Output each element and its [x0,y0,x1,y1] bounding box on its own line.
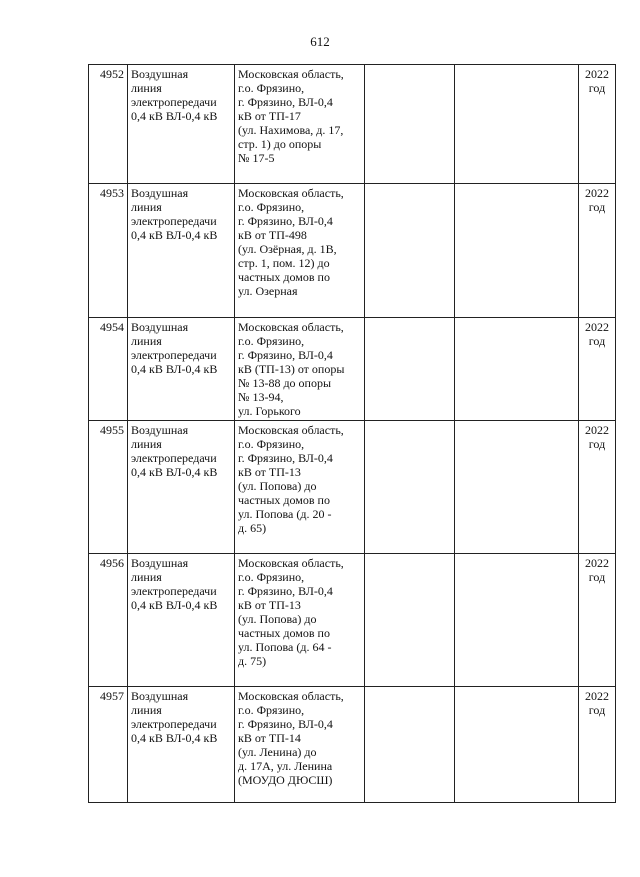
empty-cell [455,554,579,687]
object-name: Воздушная линия электропередачи 0,4 кВ ВЛ-0,4 кВ [128,65,235,184]
empty-cell [365,421,455,554]
object-name: Воздушная линия электропередачи 0,4 кВ ВЛ-0,4 кВ [128,554,235,687]
empty-cell [365,687,455,803]
empty-cell [455,184,579,318]
table-row [89,318,616,421]
empty-cell [365,184,455,318]
year-cell: 2022 год [579,318,616,421]
table-row [89,687,616,803]
row-number: 4956 [89,554,128,687]
empty-cell [365,318,455,421]
table-row [89,421,616,554]
object-location: Московская область, г.о. Фрязино, г. Фрязино, ВЛ-0,4 кВ от ТП-13 (ул. Попова) до частных домов по ул. Попова (д. 64 - д. 75) [235,554,365,687]
empty-cell [455,687,579,803]
page-number: 612 [310,34,330,49]
empty-cell [455,65,579,184]
empty-cell [455,421,579,554]
empty-cell [455,318,579,421]
row-number: 4957 [89,687,128,803]
object-name: Воздушная линия электропередачи 0,4 кВ ВЛ-0,4 кВ [128,421,235,554]
row-number: 4955 [89,421,128,554]
row-number: 4954 [89,318,128,421]
empty-cell [365,554,455,687]
object-name: Воздушная линия электропередачи 0,4 кВ ВЛ-0,4 кВ [128,687,235,803]
object-location: Московская область, г.о. Фрязино, г. Фрязино, ВЛ-0,4 кВ от ТП-17 (ул. Нахимова, д. 17, стр. 1) до опоры № 17-5 [235,65,365,184]
row-number: 4952 [89,65,128,184]
year-cell: 2022 год [579,554,616,687]
year-cell: 2022 год [579,687,616,803]
table-row [89,554,616,687]
table-row [89,184,616,318]
object-location: Московская область, г.о. Фрязино, г. Фрязино, ВЛ-0,4 кВ от ТП-13 (ул. Попова) до частных домов по ул. Попова (д. 20 - д. 65) [235,421,365,554]
object-name: Воздушная линия электропередачи 0,4 кВ ВЛ-0,4 кВ [128,184,235,318]
year-cell: 2022 год [579,421,616,554]
registry-table [88,64,616,803]
object-location: Московская область, г.о. Фрязино, г. Фрязино, ВЛ-0,4 кВ от ТП-14 (ул. Ленина) до д. 17А, ул. Ленина (МОУДО ДЮСШ) [235,687,365,803]
object-location: Московская область, г.о. Фрязино, г. Фрязино, ВЛ-0,4 кВ от ТП-498 (ул. Озёрная, д. 1В, стр. 1, пом. 12) до частных домов по ул. Озерная [235,184,365,318]
year-cell: 2022 год [579,184,616,318]
empty-cell [365,65,455,184]
row-number: 4953 [89,184,128,318]
object-name: Воздушная линия электропередачи 0,4 кВ ВЛ-0,4 кВ [128,318,235,421]
table-row [89,65,616,184]
year-cell: 2022 год [579,65,616,184]
object-location: Московская область, г.о. Фрязино, г. Фрязино, ВЛ-0,4 кВ (ТП-13) от опоры № 13-88 до опоры № 13-94, ул. Горького [235,318,365,421]
